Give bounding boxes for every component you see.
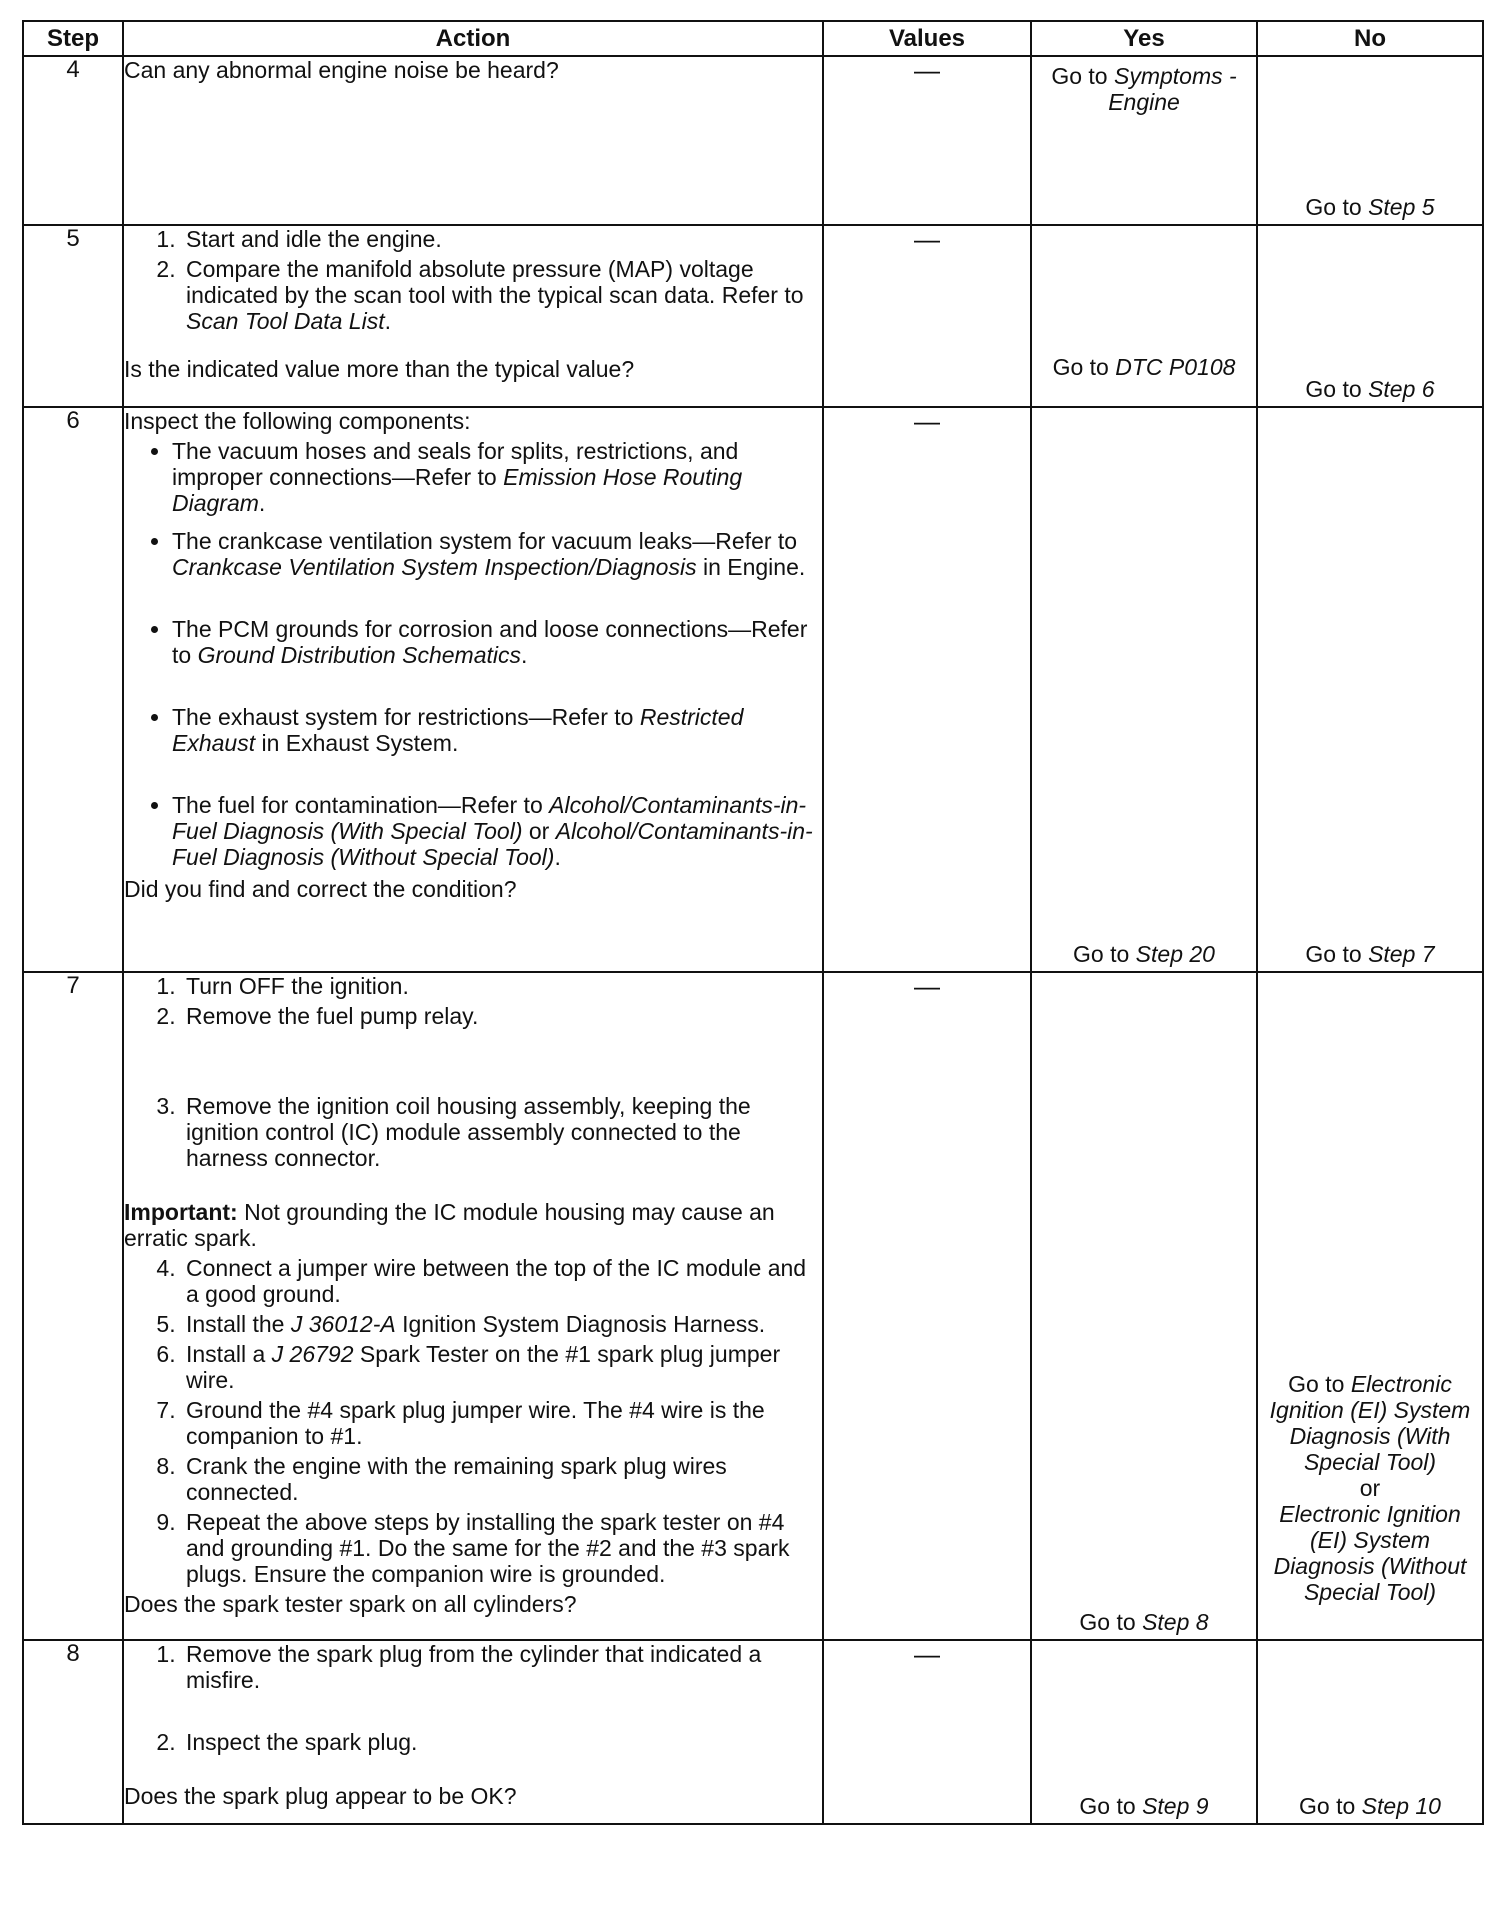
list-item: 4. Connect a jumper wire between the top of the IC module and a good ground. xyxy=(182,1255,822,1307)
goto-target-link[interactable]: Step 20 xyxy=(1135,941,1215,967)
yes-goto[interactable] xyxy=(1032,354,1256,380)
header-row xyxy=(23,21,1483,56)
list-item xyxy=(182,1311,822,1337)
tool-reference: J 36012-A xyxy=(290,1311,396,1337)
list-item xyxy=(172,792,822,870)
list-item: 8. Crank the engine with the remaining spark plug wires connected. xyxy=(182,1453,822,1505)
item-text: Compare the manifold absolute pressure (MAP) voltage indicated by the scan tool with the typical scan data. Refer to xyxy=(186,256,804,308)
header-step: Step xyxy=(23,21,123,56)
intro-text: Inspect the following components: xyxy=(124,408,471,434)
goto-prefix: Go to xyxy=(1051,63,1114,89)
procedure-list xyxy=(124,1641,822,1755)
yes-goto[interactable] xyxy=(1032,1609,1256,1635)
goto-prefix: Go to xyxy=(1288,1371,1351,1397)
yes-goto[interactable] xyxy=(1032,63,1256,115)
goto-prefix: Go to xyxy=(1052,354,1116,380)
table-row-step-6 xyxy=(23,407,1483,972)
action-cell xyxy=(123,56,823,225)
step-number: 4 xyxy=(23,56,123,225)
goto-prefix: Go to xyxy=(1305,194,1369,220)
step-number: 8 xyxy=(23,1640,123,1824)
goto-target-link[interactable]: Electronic Ignition (EI) System Diagnosis (With Special Tool) xyxy=(1269,1371,1471,1475)
yes-cell xyxy=(1031,225,1257,407)
action-cell xyxy=(123,972,823,1640)
goto-target-link[interactable]: Symptoms - Engine xyxy=(1108,63,1237,115)
header-action: Action xyxy=(123,21,823,56)
item-end: in Engine. xyxy=(696,554,806,580)
list-item xyxy=(172,616,822,668)
goto-prefix: Go to xyxy=(1079,1609,1143,1635)
goto-target-link[interactable]: Step 10 xyxy=(1361,1793,1441,1819)
header-values: Values xyxy=(823,21,1031,56)
goto-prefix: Go to xyxy=(1299,1793,1362,1819)
values-cell: — xyxy=(823,56,1031,225)
step-number: 6 xyxy=(23,407,123,972)
question-text: Does the spark tester spark on all cylinders? xyxy=(124,1591,577,1617)
list-item xyxy=(172,438,822,516)
tool-reference: J 26792 xyxy=(271,1341,354,1367)
list-item: 9. Repeat the above steps by installing the spark tester on #4 and grounding #1. Do the same for the #2 and the #3 spark plugs. Ensure the companion wire is grounded. xyxy=(182,1509,822,1587)
goto-prefix: Go to xyxy=(1305,941,1369,967)
item-text: The crankcase ventilation system for vacuum leaks—Refer to xyxy=(172,528,798,554)
yes-cell xyxy=(1031,972,1257,1640)
yes-cell xyxy=(1031,407,1257,972)
list-item xyxy=(182,1341,822,1393)
question-text: Did you find and correct the condition? xyxy=(124,876,517,902)
header-yes: Yes xyxy=(1031,21,1257,56)
yes-cell xyxy=(1031,56,1257,225)
goto-target-link[interactable]: Step 5 xyxy=(1368,194,1435,220)
item-text: The PCM grounds for corrosion and loose connections—Refer to xyxy=(172,616,808,668)
important-note xyxy=(124,1199,822,1251)
procedure-list xyxy=(124,226,822,334)
list-item: 1. Start and idle the engine. xyxy=(182,226,822,252)
values-cell: — xyxy=(823,972,1031,1640)
goto-prefix: Go to xyxy=(1305,376,1369,402)
values-cell: — xyxy=(823,1640,1031,1824)
no-goto[interactable] xyxy=(1258,941,1482,967)
item-text: or xyxy=(522,818,556,844)
reference-link[interactable]: Crankcase Ventilation System Inspection/Diagnosis xyxy=(172,554,697,580)
no-cell xyxy=(1257,972,1483,1640)
procedure-list xyxy=(124,973,822,1171)
yes-cell xyxy=(1031,1640,1257,1824)
no-goto[interactable] xyxy=(1258,1793,1482,1819)
reference-link[interactable]: Alcohol/Contaminants-in-Fuel Diagnosis (With Special Tool) xyxy=(172,792,807,844)
table-row-step-8 xyxy=(23,1640,1483,1824)
no-goto[interactable] xyxy=(1258,194,1482,220)
diagnostic-table xyxy=(22,20,1484,1825)
goto-prefix: Go to xyxy=(1079,1793,1143,1819)
item-end: in Exhaust System. xyxy=(255,730,459,756)
item-end: . xyxy=(554,844,561,870)
procedure-list-continued xyxy=(124,1255,822,1587)
no-cell xyxy=(1257,56,1483,225)
list-item: 3. Remove the ignition coil housing assembly, keeping the ignition control (IC) module assembly connected to the harness connector. xyxy=(182,1093,822,1171)
item-text: Spark Tester on the #1 spark plug jumper wire. xyxy=(186,1341,781,1393)
important-label: Important: xyxy=(124,1199,238,1225)
yes-goto[interactable] xyxy=(1032,1793,1256,1819)
item-text: Install a xyxy=(186,1341,272,1367)
item-text: The fuel for contamination—Refer to xyxy=(172,792,550,818)
question-text: Can any abnormal engine noise be heard? xyxy=(124,57,559,83)
item-end: . xyxy=(384,308,391,334)
reference-link[interactable]: Ground Distribution Schematics xyxy=(197,642,521,668)
item-end: . xyxy=(258,490,266,516)
action-cell xyxy=(123,1640,823,1824)
list-item xyxy=(172,528,822,580)
action-cell xyxy=(123,407,823,972)
question-text: Is the indicated value more than the typical value? xyxy=(124,356,635,382)
list-item: 1. Remove the spark plug from the cylinder that indicated a misfire. xyxy=(182,1641,822,1693)
or-text: or xyxy=(1359,1475,1381,1501)
reference-link[interactable]: Restricted Exhaust xyxy=(172,704,744,756)
no-cell xyxy=(1257,225,1483,407)
reference-link[interactable]: Emission Hose Routing Diagram xyxy=(172,464,743,516)
goto-target-link[interactable]: Step 8 xyxy=(1142,1609,1209,1635)
goto-target-link[interactable]: Step 9 xyxy=(1142,1793,1209,1819)
component-list xyxy=(124,438,822,870)
goto-prefix: Go to xyxy=(1073,941,1136,967)
list-item xyxy=(182,256,822,334)
yes-goto[interactable] xyxy=(1032,941,1256,967)
step-number: 5 xyxy=(23,225,123,407)
header-no: No xyxy=(1257,21,1483,56)
goto-target-link[interactable]: Step 7 xyxy=(1368,941,1435,967)
step-number: 7 xyxy=(23,972,123,1640)
reference-link[interactable]: Scan Tool Data List xyxy=(186,308,385,334)
table-row-step-4 xyxy=(23,56,1483,225)
values-cell: — xyxy=(823,407,1031,972)
goto-target-link[interactable]: DTC P0108 xyxy=(1115,354,1236,380)
no-goto[interactable] xyxy=(1258,1371,1482,1605)
reference-link[interactable]: Alcohol/Contaminants-in-Fuel Diagnosis (Without Special Tool) xyxy=(172,818,813,870)
no-cell xyxy=(1257,407,1483,972)
no-cell xyxy=(1257,1640,1483,1824)
item-text: Install the xyxy=(186,1311,291,1337)
item-text: The exhaust system for restrictions—Refer to xyxy=(172,704,640,730)
values-cell: — xyxy=(823,225,1031,407)
table-row-step-5 xyxy=(23,225,1483,407)
no-goto[interactable] xyxy=(1258,376,1482,402)
list-item: 1. Turn OFF the ignition. xyxy=(182,973,822,999)
item-end: . xyxy=(521,642,528,668)
item-text: The vacuum hoses and seals for splits, restrictions, and improper connections—Refer to xyxy=(172,438,739,490)
goto-target-link[interactable]: Electronic Ignition (EI) System Diagnosis (Without Special Tool) xyxy=(1273,1501,1467,1605)
goto-target-link[interactable]: Step 6 xyxy=(1368,376,1435,402)
question-text: Does the spark plug appear to be OK? xyxy=(124,1783,517,1809)
action-cell xyxy=(123,225,823,407)
list-item xyxy=(172,704,822,756)
list-item: 7. Ground the #4 spark plug jumper wire. The #4 wire is the companion to #1. xyxy=(182,1397,822,1449)
table-row-step-7 xyxy=(23,972,1483,1640)
list-item: 2. Inspect the spark plug. xyxy=(182,1729,822,1755)
important-text: Not grounding the IC module housing may cause an erratic spark. xyxy=(124,1199,775,1251)
item-text: Ignition System Diagnosis Harness. xyxy=(395,1311,766,1337)
list-item: 2. Remove the fuel pump relay. xyxy=(182,1003,822,1029)
